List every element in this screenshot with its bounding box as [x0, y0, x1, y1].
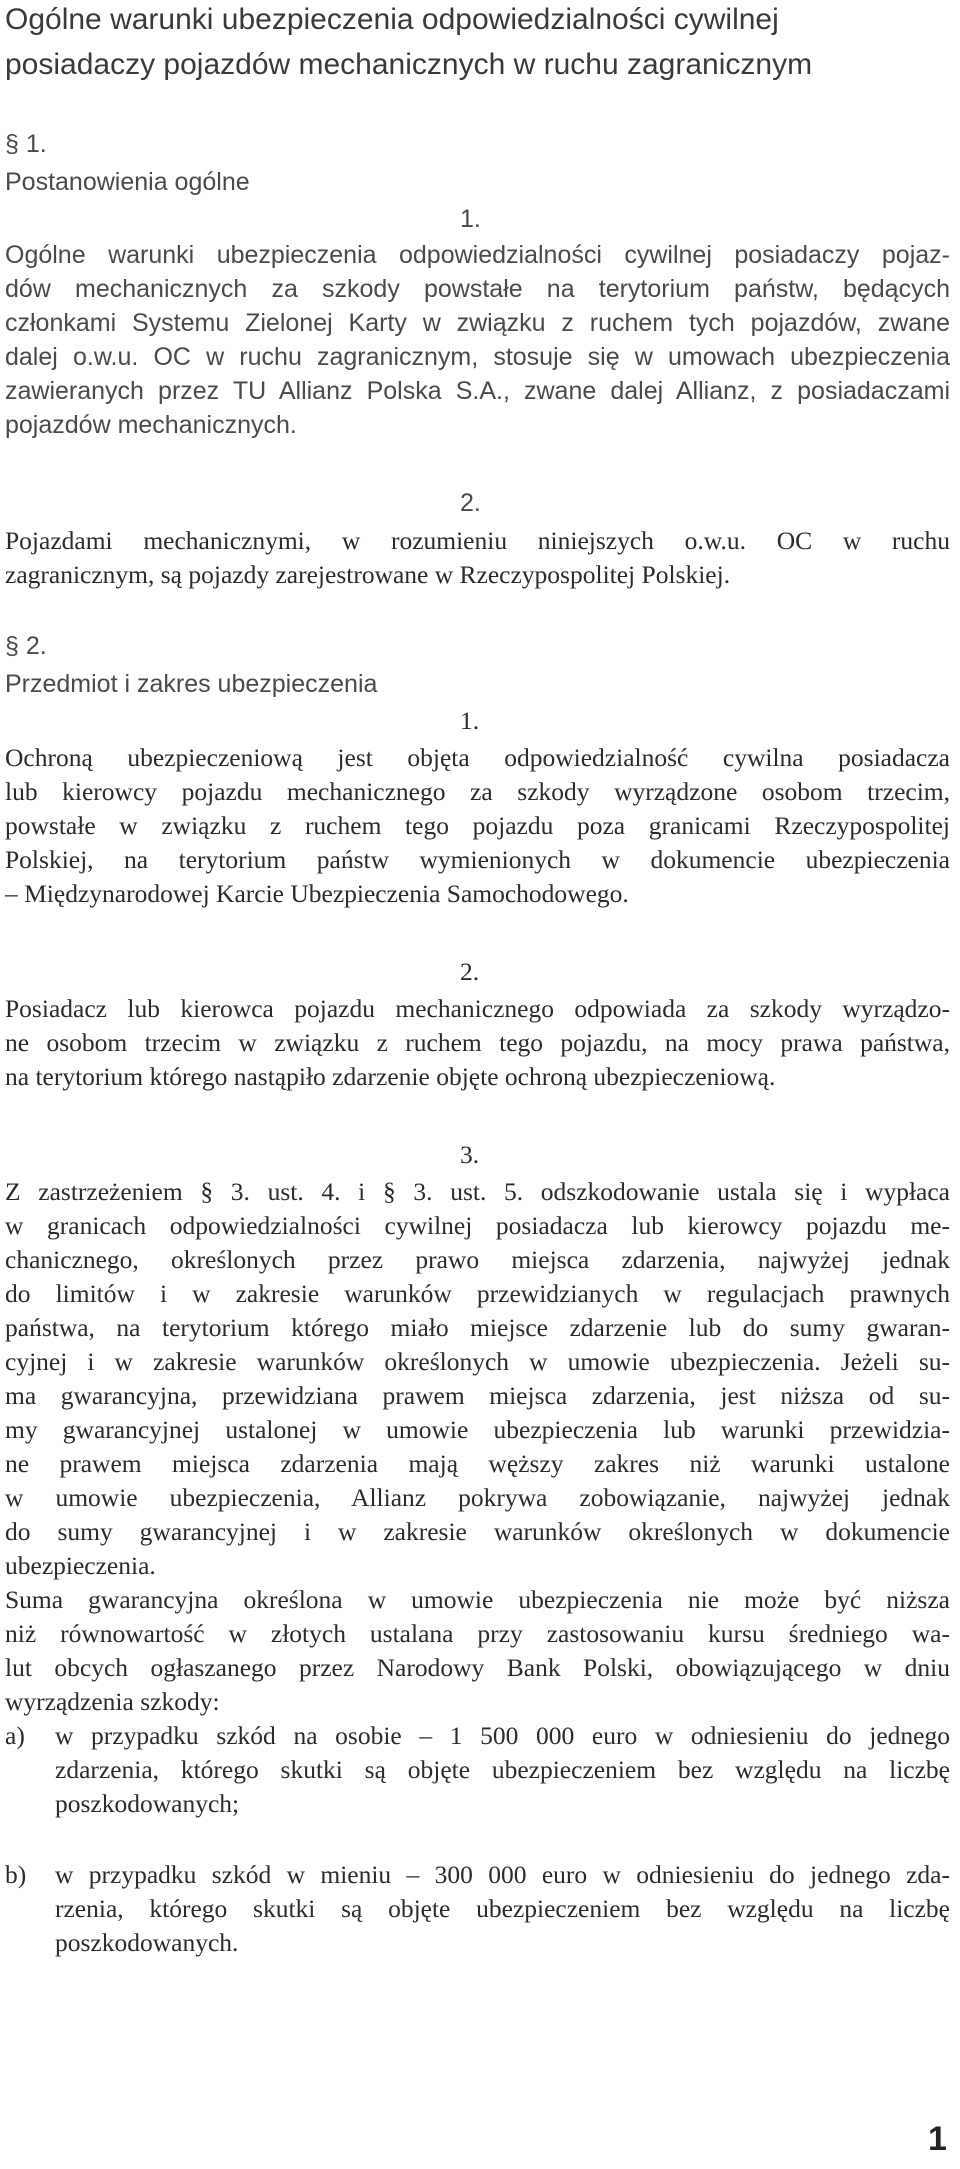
section-2-paragraph-3-line: w umowie ubezpieczenia, Allianz pokrywa zobowiązanie, najwyżej jednak [5, 1483, 950, 1512]
section-2-paragraph-3-line: my gwarancyjnej ustalonej w umowie ubezpieczenia lub warunki przewidzia- [5, 1415, 950, 1444]
section-2-paragraph-2-line: ne osobom trzecim w związku z ruchem tego pojazdu, na mocy prawa państwa, [5, 1028, 950, 1057]
section-2-paragraph-3-line: ne prawem miejsca zdarzenia mają węższy zakres niż warunki ustalone [5, 1449, 950, 1478]
section-2-paragraph-3-line: ubezpieczenia. [5, 1551, 156, 1580]
list-item-a-line: zdarzenia, którego skutki są objęte ubezpieczeniem bez względu na liczbę [55, 1755, 950, 1784]
section-2-paragraph-3-line: wyrządzenia szkody: [5, 1687, 220, 1716]
section-2-paragraph-1-number: 1. [460, 706, 480, 735]
section-2-paragraph-3-line: ma gwarancyjna, przewidziana prawem miejsca zdarzenia, jest niższa od su- [5, 1381, 950, 1410]
section-2-paragraph-3-line: Z zastrzeżeniem § 3. ust. 4. i § 3. ust. 5. odszkodowanie ustala się i wypłaca [5, 1177, 950, 1206]
section-2-paragraph-3-line: niż równowartość w złotych ustalana przy zastosowaniu kursu średniego wa- [5, 1619, 950, 1648]
section-2-paragraph-2-line: Posiadacz lub kierowca pojazdu mechanicznego odpowiada za szkody wyrządzo- [5, 994, 950, 1023]
section-2-paragraph-3-line: Suma gwarancyjna określona w umowie ubezpieczenia nie może być niższa [5, 1585, 950, 1614]
section-2-paragraph-1-line: – Międzynarodowej Karcie Ubezpieczenia Samochodowego. [5, 879, 629, 908]
section-2-paragraph-3-line: w granicach odpowiedzialności cywilnej posiadacza lub kierowcy pojazdu me- [5, 1211, 950, 1240]
section-2-paragraph-1-line: lub kierowcy pojazdu mechanicznego za szkody wyrządzone osobom trzecim, [5, 777, 950, 806]
section-1-paragraph-1-line: członkami Systemu Zielonej Karty w związku z ruchem tych pojazdów, zwane [5, 309, 950, 337]
section-1-paragraph-2-line: Pojazdami mechanicznymi, w rozumieniu niniejszych o.w.u. OC w ruchu [5, 526, 950, 555]
list-item-a-line: w przypadku szkód na osobie – 1 500 000 euro w odniesieniu do jednego [55, 1721, 950, 1750]
list-item-a-line: poszkodowanych; [55, 1789, 240, 1818]
list-item-b-line: rzenia, którego skutki są objęte ubezpieczeniem bez względu na liczbę [55, 1894, 950, 1923]
section-1-paragraph-1-line: zawieranych przez TU Allianz Polska S.A., zwane dalej Allianz, z posiadaczami [5, 377, 950, 405]
section-1-paragraph-2-line: zagranicznym, są pojazdy zarejestrowane w Rzeczypospolitej Polskiej. [5, 560, 731, 589]
section-2-paragraph-3-line: lut obcych ogłaszanego przez Narodowy Bank Polski, obowiązującego w dniu [5, 1653, 950, 1682]
section-2-paragraph-1-line: Ochroną ubezpieczeniową jest objęta odpowiedzialność cywilna posiadacza [5, 743, 950, 772]
section-2-paragraph-3-line: do sumy gwarancyjnej i w zakresie warunków określonych w dokumencie [5, 1517, 950, 1546]
section-2-paragraph-2-number: 2. [460, 957, 480, 986]
list-item-b-line: w przypadku szkód w mieniu – 300 000 euro w odniesieniu do jednego zda- [55, 1860, 950, 1889]
section-1-paragraph-1-line: pojazdów mechanicznych. [5, 411, 297, 439]
section-1-paragraph-1-line: dalej o.w.u. OC w ruchu zagranicznym, stosuje się w umowach ubezpieczenia [5, 343, 950, 371]
section-1-heading: Postanowienia ogólne [5, 168, 250, 196]
section-2-heading: Przedmiot i zakres ubezpieczenia [5, 670, 378, 698]
section-2-paragraph-3-line: cyjnej i w zakresie warunków określonych w umowie ubezpieczenia. Jeżeli su- [5, 1347, 950, 1376]
page-number: 1 [928, 2120, 947, 2158]
section-2-number: § 2. [5, 632, 47, 660]
section-1-paragraph-1-line: dów mechanicznych za szkody powstałe na terytorium państw, będących [5, 275, 950, 303]
section-1-number: § 1. [5, 130, 47, 158]
section-2-paragraph-1-line: Polskiej, na terytorium państw wymienionych w dokumencie ubezpieczenia [5, 845, 950, 874]
section-1-paragraph-1-line: Ogólne warunki ubezpieczenia odpowiedzialności cywilnej posiadaczy pojaz- [5, 241, 950, 269]
section-1-paragraph-1-number: 1. [460, 205, 481, 233]
section-2-paragraph-3-line: państwa, na terytorium którego miało miejsce zdarzenie lub do sumy gwaran- [5, 1313, 950, 1342]
section-1-paragraph-2-number: 2. [460, 489, 481, 517]
section-2-paragraph-3-line: do limitów i w zakresie warunków przewidzianych w regulacjach prawnych [5, 1279, 950, 1308]
section-2-paragraph-3-line: chanicznego, określonych przez prawo miejsca zdarzenia, najwyżej jednak [5, 1245, 950, 1274]
section-2-paragraph-1-line: powstałe w związku z ruchem tego pojazdu poza granicami Rzeczypospolitej [5, 811, 950, 840]
section-2-paragraph-3-number: 3. [460, 1140, 480, 1169]
document-title-line-1: Ogólne warunki ubezpieczenia odpowiedzialności cywilnej [5, 3, 779, 36]
list-item-a-marker: a) [5, 1721, 25, 1750]
list-item-b-line: poszkodowanych. [55, 1928, 239, 1957]
section-2-paragraph-2-line: na terytorium którego nastąpiło zdarzenie objęte ochroną ubezpieczeniową. [5, 1062, 776, 1091]
document-title-line-2: posiadaczy pojazdów mechanicznych w ruchu zagranicznym [5, 48, 813, 81]
list-item-b-marker: b) [5, 1860, 27, 1889]
